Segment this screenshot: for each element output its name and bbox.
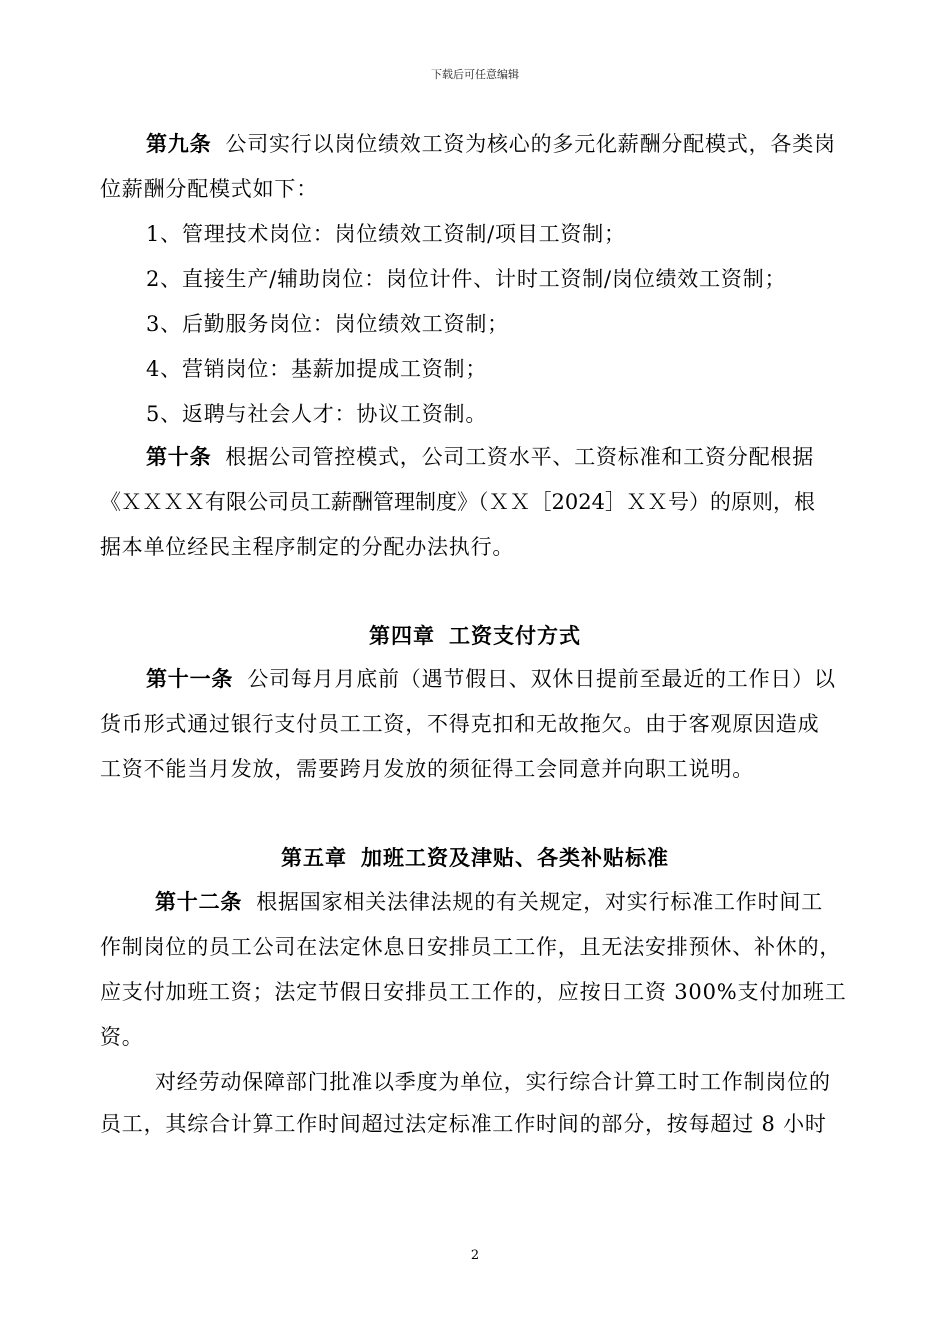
header-note: 下载后可任意编辑	[431, 68, 519, 81]
page-number: 2	[470, 1248, 480, 1263]
article-9-item-3: 3、后勤服务岗位：岗位绩效工资制；	[146, 312, 509, 336]
article-10-label: 第十条	[146, 444, 212, 469]
article-10-line-1	[146, 443, 860, 471]
article-9-item-1: 1、管理技术岗位：岗位绩效工资制/项目工资制；	[146, 222, 626, 246]
chapter-4-title: 工资支付方式	[449, 623, 581, 648]
article-9-text-1: 公司实行以岗位绩效工资为核心的多元化薪酬分配模式，各类岗	[225, 132, 836, 156]
chapter-5-title: 加班工资及津贴、各类补贴标准	[361, 845, 669, 870]
article-9-item-2: 2、直接生产/辅助岗位：岗位计件、计时工资制/岗位绩效工资制；	[146, 267, 787, 291]
comprehensive-hours-line-2: 员工，其综合计算工作时间超过法定标准工作时间的部分，按每超过 8 小时	[100, 1112, 827, 1136]
article-9-label: 第九条	[146, 131, 212, 156]
article-11-line-1	[146, 665, 860, 693]
article-10-line-2: 《ＸＸＸＸ有限公司员工薪酬管理制度》（ＸＸ［2024］ＸＸ号）的原则，根	[100, 490, 815, 514]
article-11-line-3: 工资不能当月发放，需要跨月发放的须征得工会同意并向职工说明。	[100, 757, 754, 781]
chapter-4-number: 第四章	[369, 623, 435, 648]
article-9-item-5: 5、返聘与社会人才：协议工资制。	[146, 402, 488, 426]
article-12-line-3: 应支付加班工资；法定节假日安排员工工作的，应按日工资 300%支付加班工	[100, 980, 847, 1004]
comprehensive-hours-line-1: 对经劳动保障部门批准以季度为单位，实行综合计算工时工作制岗位的	[155, 1070, 831, 1094]
article-12-line-4: 资。	[100, 1025, 144, 1049]
article-10-text-1: 根据公司管控模式，公司工资水平、工资标准和工资分配根据	[225, 445, 815, 469]
article-12-line-1	[155, 888, 860, 916]
article-11-line-2: 货币形式通过银行支付员工工资，不得克扣和无故拖欠。由于客观原因造成	[100, 712, 820, 736]
article-9-item-4: 4、营销岗位：基薪加提成工资制；	[146, 357, 488, 381]
article-9-line-1	[146, 130, 860, 158]
chapter-5-heading	[0, 844, 950, 872]
article-10-line-3: 据本单位经民主程序制定的分配办法执行。	[100, 535, 515, 559]
article-12-text-1: 根据国家相关法律法规的有关规定，对实行标准工作时间工	[256, 890, 824, 914]
article-11-label: 第十一条	[146, 666, 234, 691]
article-12-label: 第十二条	[155, 889, 243, 914]
chapter-5-number: 第五章	[281, 845, 347, 870]
chapter-4-heading	[0, 622, 950, 650]
article-9-line-2: 位薪酬分配模式如下：	[100, 177, 318, 201]
article-12-line-2: 作制岗位的员工公司在法定休息日安排员工工作，且无法安排预休、补休的，	[100, 935, 842, 959]
article-11-text-1: 公司每月月底前（遇节假日、双休日提前至最近的工作日）以	[247, 667, 836, 691]
